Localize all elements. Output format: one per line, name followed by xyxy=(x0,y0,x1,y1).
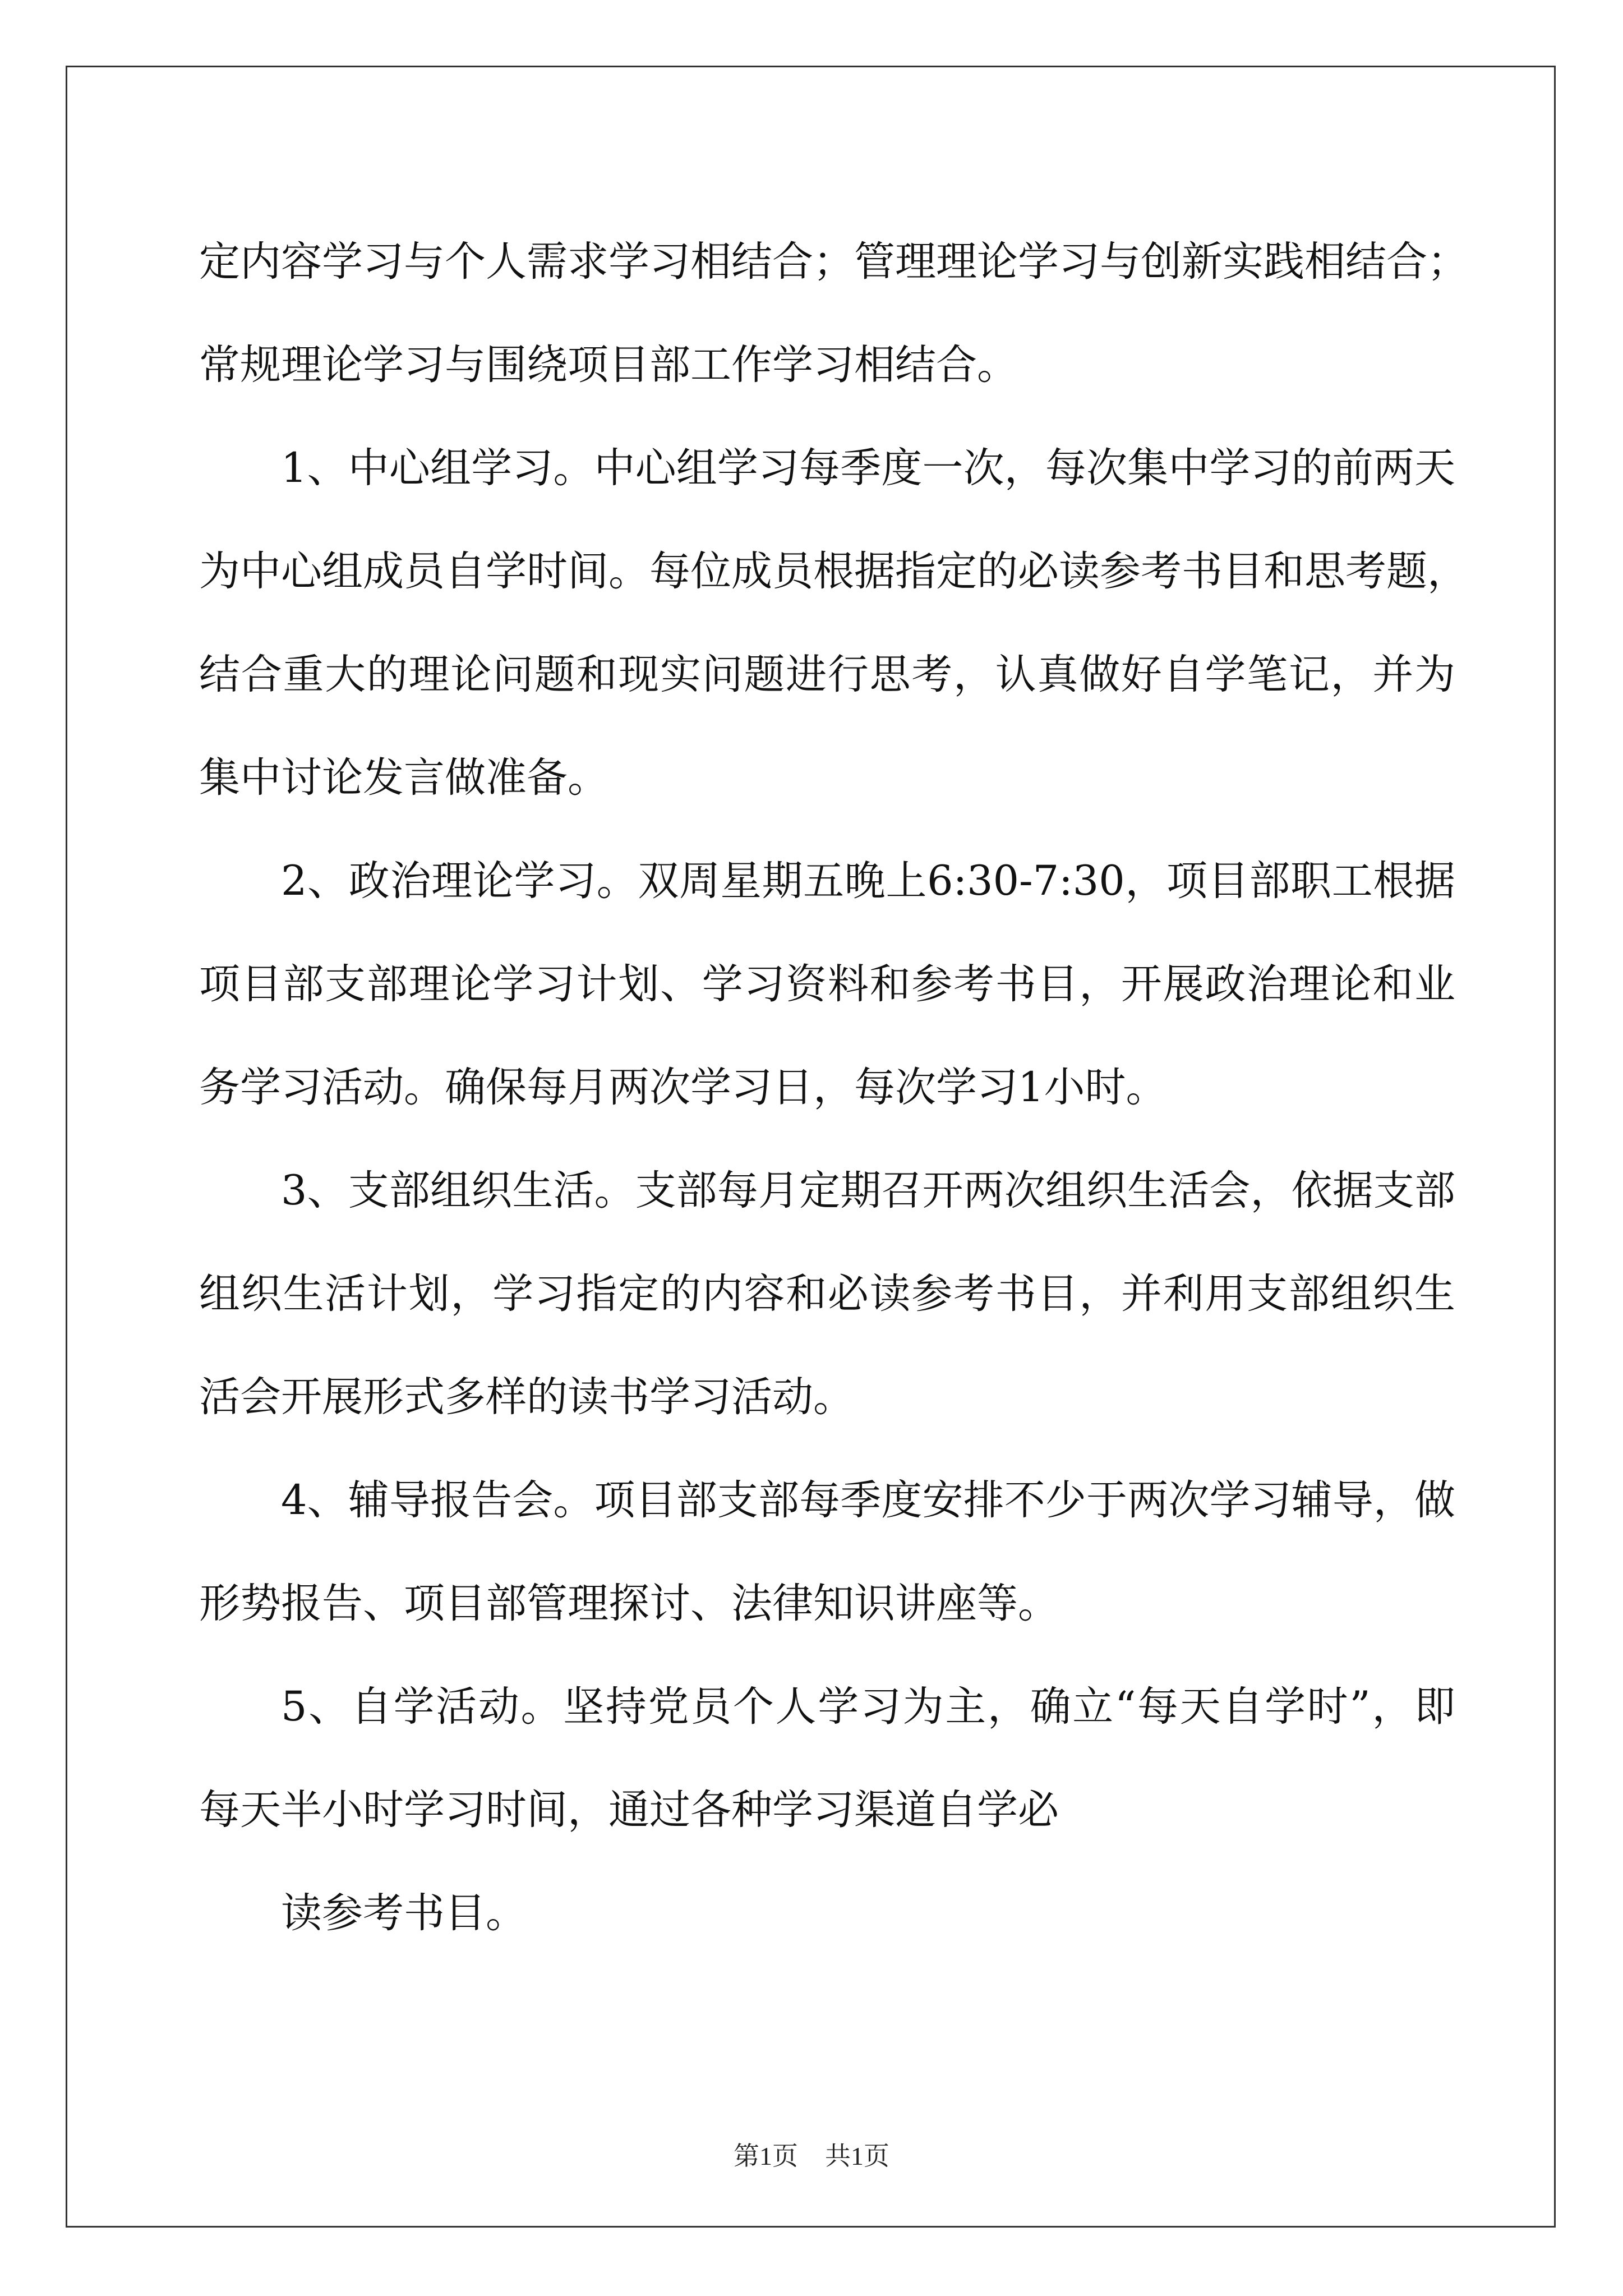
text-line: 定内容学习与个人需求学习相结合；管理理论学习与创新实践相结合； xyxy=(199,238,1468,286)
paragraph-start-line: 5、自学活动。坚持党员个人学习为主，确立“每天自学时”，即 xyxy=(281,1683,1455,1731)
document-body xyxy=(199,210,1468,1965)
text-line: 活会开展形式多样的读书学习活动。 xyxy=(199,1373,854,1421)
text-line: 集中讨论发言做准备。 xyxy=(199,754,608,802)
text-line: 每天半小时学习时间，通过各种学习渠道自学必 xyxy=(199,1786,1059,1834)
paragraph-start-line: 4、辅导报告会。项目部支部每季度安排不少于两次学习辅导，做 xyxy=(281,1476,1455,1524)
text-line: 为中心组成员自学时间。每位成员根据指定的必读参考书目和思考题， xyxy=(199,547,1468,595)
text-line: 形势报告、项目部管理探讨、法律知识讲座等。 xyxy=(199,1580,1059,1627)
page-number: 第1页 xyxy=(734,2142,798,2170)
paragraph-start-line: 1、中心组学习。中心组学习每季度一次，每次集中学习的前两天 xyxy=(281,444,1455,492)
paragraph-start-line: 3、支部组织生活。支部每月定期召开两次组织生活会，依据支部 xyxy=(281,1167,1455,1214)
page-footer xyxy=(0,2136,1623,2173)
text-line: 结合重大的理论问题和现实问题进行思考，认真做好自学笔记，并为 xyxy=(199,651,1455,698)
page-total: 共1页 xyxy=(825,2142,889,2170)
text-line: 项目部支部理论学习计划、学习资料和参考书目，开展政治理论和业 xyxy=(199,960,1455,1008)
text-line: 组织生活计划，学习指定的内容和必读参考书目，并利用支部组织生 xyxy=(199,1270,1455,1318)
text-line: 常规理论学习与围绕项目部工作学习相结合。 xyxy=(199,341,1018,389)
paragraph-start-line: 2、政治理论学习。双周星期五晚上6:30-7:30，项目部职工根据 xyxy=(281,857,1455,905)
paragraph-start-line: 读参考书目。 xyxy=(281,1889,527,1937)
text-line: 务学习活动。确保每月两次学习日，每次学习1小时。 xyxy=(199,1064,1167,1111)
